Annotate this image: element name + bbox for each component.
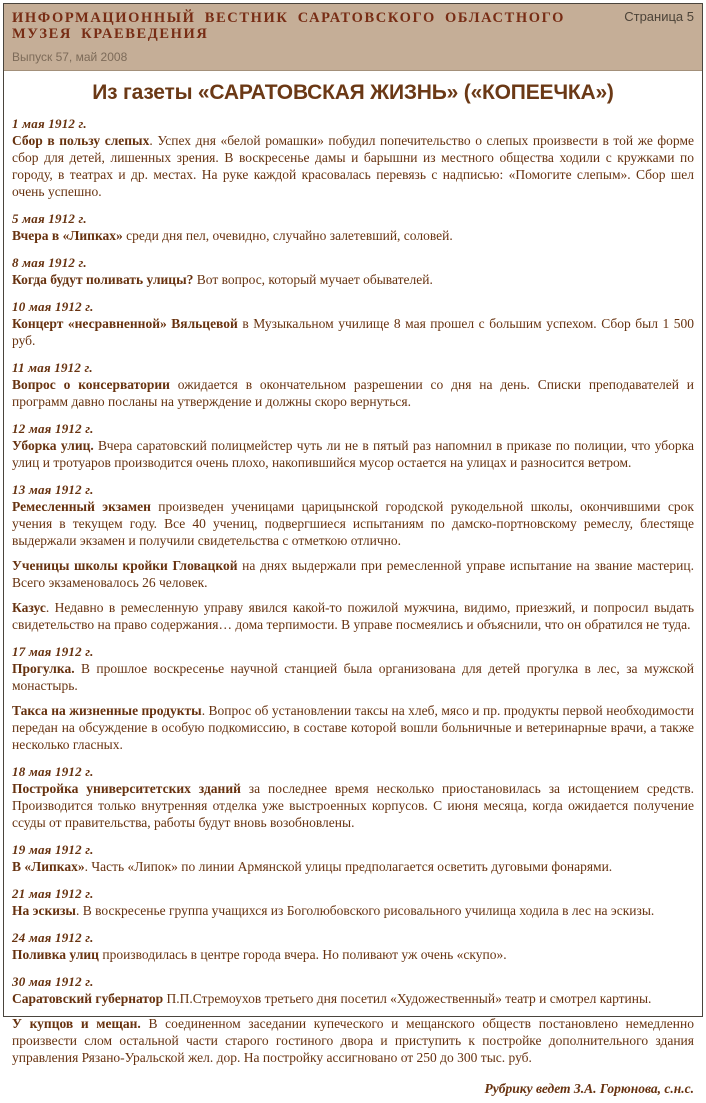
entry-date: 13 мая 1912 г. (12, 481, 94, 497)
paragraph-lead: Ремесленный экзамен (12, 498, 151, 514)
news-entry (12, 210, 694, 244)
entry-date: 24 мая 1912 г. (12, 929, 94, 945)
paragraph-lead: Казус (12, 599, 46, 615)
page-frame (3, 3, 703, 1096)
news-entry (12, 420, 694, 471)
entry-paragraph: У купцов и мещан. В соединенном заседании купеческого и мещанского обществ постановлено немедленно произвести слом остальной части старого гостиного двора и приступить к постройке дополнительного здания управления Рязано-Уральской жел. дор. На постройку ассигновано от 250 до 300 тыс. руб. (12, 1015, 694, 1065)
entry-paragraph: Ученицы школы кройки Гловацкой на днях выдержали при ремесленной управе испытание на звание мастериц. Всего экзаменовалось 26 человек. (12, 557, 694, 590)
entry-date: 17 мая 1912 г. (12, 643, 94, 659)
entry-paragraph: Саратовский губернатор П.П.Стремоухов третьего дня посетил «Художественный» театр и смотрел картины. (12, 990, 652, 1006)
entry-paragraph: Когда будут поливать улицы? Вот вопрос, который мучает обывателей. (12, 271, 433, 287)
paragraph-lead: Постройка университетских зданий (12, 780, 241, 796)
news-entry (12, 298, 694, 349)
entry-paragraph: Ремесленный экзамен произведен ученицами царицынской городской рукодельной школы, окончившими срок учения в текущем году. Все 40 учениц, подвергшиеся испытаниям по дамско-портновскому ремеслу, блестяще выдержали экзамен и получили свидетельства с отметкою отлично. (12, 498, 694, 548)
news-entry (12, 973, 694, 1066)
paragraph-lead: Уборка улиц. (12, 437, 94, 453)
entry-paragraph: Казус. Недавно в ремесленную управу явился какой-то пожилой мужчина, видимо, приезжий, и попросил выдать свидетельство на право содержания… дома терпимости. В управе посмеялись и объяснили, что он обратился не туда. (12, 599, 694, 632)
paragraph-lead: Когда будут поливать улицы? (12, 271, 194, 287)
news-entry (12, 481, 694, 633)
news-entry (12, 254, 694, 288)
masthead-row (12, 9, 694, 43)
paragraph-lead: Саратовский губернатор (12, 990, 164, 1006)
paragraph-lead: Поливка улиц (12, 946, 99, 962)
entry-date: 8 мая 1912 г. (12, 254, 87, 270)
entry-paragraph: Прогулка. В прошлое воскресенье научной станцией была организована для детей прогулка в лес, за мужской монастырь. (12, 660, 694, 693)
paragraph-lead: У купцов и мещан. (12, 1015, 141, 1031)
issue-label: Выпуск 57, май 2008 (12, 49, 128, 64)
entry-date: 18 мая 1912 г. (12, 763, 94, 779)
newsletter-title: ИНФОРМАЦИОННЫЙ ВЕСТНИК САРАТОВСКОГО ОБЛАСТНОГО МУЗЕЯ КРАЕВЕДЕНИЯ (12, 10, 565, 42)
entry-paragraph: Вчера в «Липках» среди дня пел, очевидно, случайно залетевший, соловей. (12, 227, 453, 243)
paragraph-lead: Вопрос о консерватории (12, 376, 170, 392)
entry-date: 11 мая 1912 г. (12, 359, 93, 375)
news-entry (12, 841, 694, 875)
page-number-label: Страница 5 (624, 9, 694, 24)
news-entry (12, 115, 694, 200)
news-entry (12, 643, 694, 753)
entry-paragraph: Уборка улиц. Вчера саратовский полицмейстер чуть ли не в пятый раз напомнил в приказе по полиции, что уборка улиц и тротуаров производится очень плохо, накопившийся мусор остается на улицах и разносится ветром. (12, 437, 694, 470)
entry-paragraph: Вопрос о консерватории ожидается в окончательном разрешении со дня на день. Списки преподавателей и программ давно посланы на утверждение и должны скоро вернуться. (12, 376, 694, 409)
article-title: Из газеты «САРАТОВСКАЯ ЖИЗНЬ» («КОПЕЕЧКА») (92, 80, 614, 104)
entry-paragraph: Сбор в пользу слепых. Успех дня «белой ромашки» побудил попечительство о слепых произвести в той же форме сбор для детей, лишенных зрения. В воскресенье дамы и барышни из местного общества ходили с кружками по городу, в театрах и др. местах. На руке каждой красовалась перевязь с надписью: «Помогите слепым». Сбор шел очень успешно. (12, 132, 694, 199)
paragraph-lead: Такса на жизненные продукты (12, 702, 202, 718)
news-entry (12, 359, 694, 410)
news-entry (12, 763, 694, 831)
article-content (4, 71, 702, 1103)
news-entry (12, 885, 694, 919)
entry-date: 5 мая 1912 г. (12, 210, 87, 226)
entry-paragraph: Концерт «несравненной» Вяльцевой в Музыкальном училище 8 мая прошел с большим успехом. Сбор был 1 500 руб. (12, 315, 694, 348)
paragraph-lead: Прогулка. (12, 660, 75, 676)
paragraph-lead: Сбор в пользу слепых (12, 132, 150, 148)
paragraph-lead: Ученицы школы кройки Гловацкой (12, 557, 238, 573)
entry-paragraph: Постройка университетских зданий за последнее время несколько приостановилась за истощением средств. Производится только внутренняя отделка уже выстроенных корпусов. С июня месяца, когда ожидается получение ссуды от правительства, работы будут вновь возобновлены. (12, 780, 694, 830)
paragraph-lead: В «Липках» (12, 858, 85, 874)
entry-date: 30 мая 1912 г. (12, 973, 94, 989)
paragraph-lead: Концерт «несравненной» Вяльцевой (12, 315, 238, 331)
masthead (4, 4, 702, 71)
entry-paragraph: Поливка улиц производилась в центре города вчера. Но поливают уж очень «скупо». (12, 946, 507, 962)
paragraph-lead: На эскизы (12, 902, 76, 918)
news-entry (12, 929, 694, 963)
entry-date: 10 мая 1912 г. (12, 298, 94, 314)
entry-paragraph: На эскизы. В воскресенье группа учащихся из Боголюбовского рисовального училища ходила в лес на эскизы. (12, 902, 655, 918)
entry-date: 19 мая 1912 г. (12, 841, 94, 857)
entry-date: 21 мая 1912 г. (12, 885, 94, 901)
byline: Рубрику ведет З.А. Горюнова, с.н.с. (484, 1080, 694, 1096)
entry-date: 12 мая 1912 г. (12, 420, 94, 436)
entry-date: 1 мая 1912 г. (12, 115, 87, 131)
entries-list (12, 115, 694, 1066)
entry-paragraph: В «Липках». Часть «Липок» по линии Армянской улицы предполагается осветить дуговыми фонарями. (12, 858, 613, 874)
paragraph-lead: Вчера в «Липках» (12, 227, 123, 243)
entry-paragraph: Такса на жизненные продукты. Вопрос об установлении таксы на хлеб, мясо и пр. продукты первой необходимости передан на обсуждение в особую подкомиссию, в составе которой вошли больничные и ветеринарные врачи, а также несколько гласных. (12, 702, 694, 752)
